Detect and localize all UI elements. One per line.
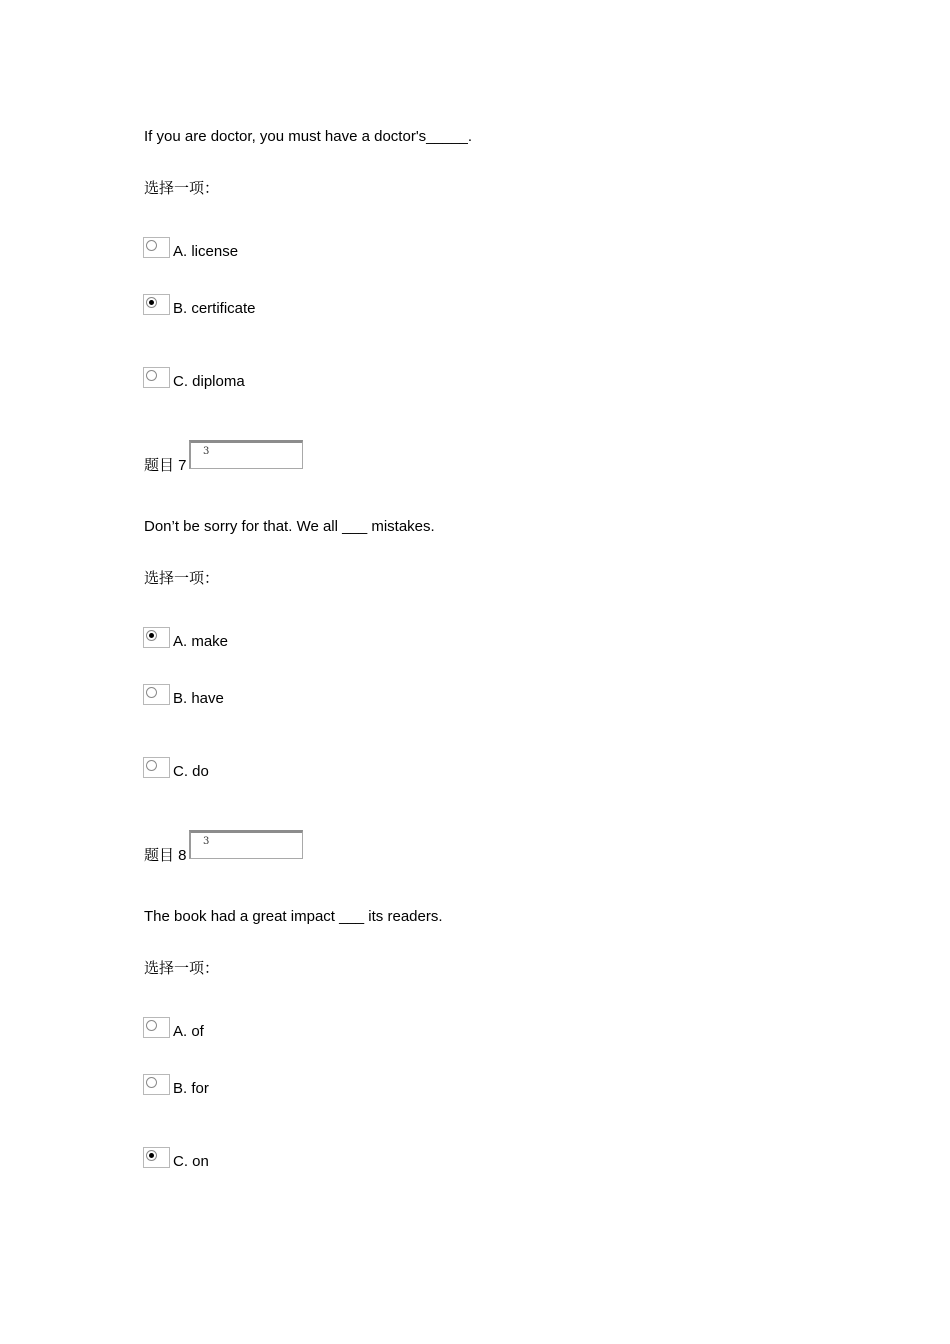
option-label: C. on — [173, 1153, 209, 1170]
radio-button[interactable] — [143, 627, 170, 648]
question-7-text: Don’t be sorry for that. We all ___ mistakes. — [144, 518, 435, 535]
option-label: C. do — [173, 763, 209, 780]
option-label: B. for — [173, 1080, 209, 1097]
radio-checked-icon — [146, 297, 157, 308]
option-label: B. have — [173, 690, 224, 707]
option-label: A. of — [173, 1023, 204, 1040]
option-label: A. license — [173, 243, 239, 260]
question-8-prompt: 选择一项： — [144, 960, 220, 977]
question-6-prompt: 选择一项： — [144, 180, 220, 197]
radio-circle-icon — [146, 1077, 157, 1088]
radio-button[interactable] — [143, 1147, 170, 1168]
radio-checked-icon — [146, 1150, 157, 1161]
radio-button[interactable] — [143, 684, 170, 705]
radio-button[interactable] — [143, 294, 170, 315]
radio-button[interactable] — [143, 1017, 170, 1038]
radio-circle-icon — [146, 370, 157, 381]
question-7-heading: 题目 7 — [144, 457, 187, 474]
question-7-score: 3 — [203, 446, 210, 457]
question-6-text: If you are doctor, you must have a doctor's_____. — [144, 128, 473, 145]
radio-button[interactable] — [143, 237, 170, 258]
radio-button[interactable] — [143, 1074, 170, 1095]
question-8-heading: 题目 8 — [144, 847, 187, 864]
question-7-score-box[interactable] — [189, 440, 303, 469]
question-8-score: 3 — [203, 836, 210, 847]
question-8-score-box[interactable] — [189, 830, 303, 859]
radio-button[interactable] — [143, 367, 170, 388]
radio-circle-icon — [146, 1020, 157, 1031]
question-8-text: The book had a great impact ___ its readers. — [144, 908, 443, 925]
option-label: B. certificate — [173, 300, 256, 317]
radio-circle-icon — [146, 240, 157, 251]
radio-circle-icon — [146, 687, 157, 698]
option-label: A. make — [173, 633, 229, 650]
question-7-prompt: 选择一项： — [144, 570, 220, 587]
radio-checked-icon — [146, 630, 157, 641]
option-label: C. diploma — [173, 373, 245, 390]
radio-circle-icon — [146, 760, 157, 771]
radio-button[interactable] — [143, 757, 170, 778]
